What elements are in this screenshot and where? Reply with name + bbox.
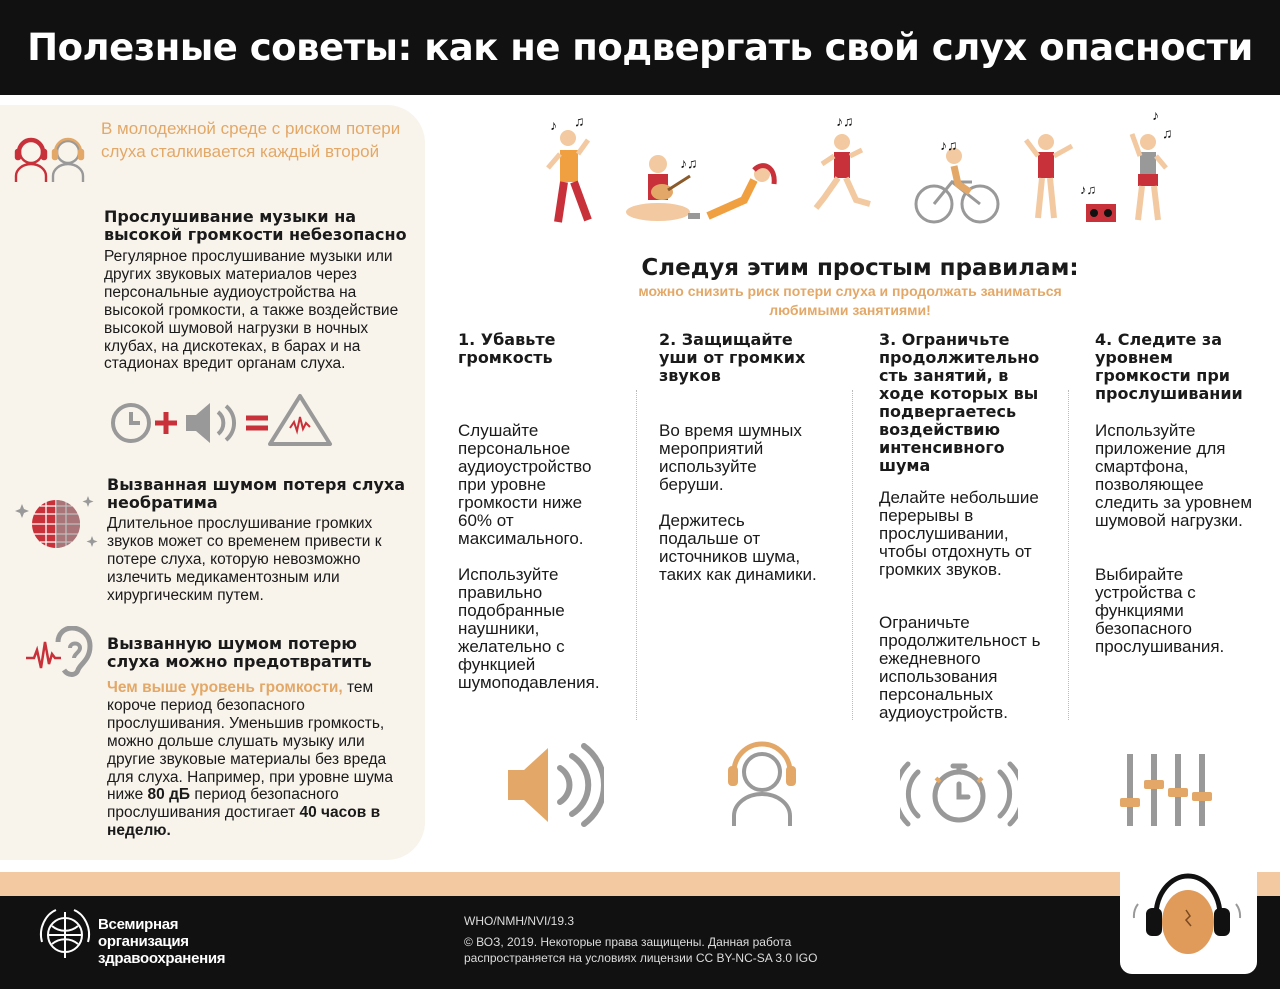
- step2-text-a: Во время шумных мероприятий используйте беруши.: [659, 421, 802, 494]
- document-ref: WHO/NMH/NVI/19.3: [464, 914, 575, 928]
- activities-illustration: [540, 108, 1180, 233]
- who-org-name: Всемирная организация здравоохранения: [98, 916, 226, 967]
- block3-text: Чем выше уровень громкости, тем короче период безопасного прослушивания. Уменьшив громкость, можно дольше слушать музыку или другие звуковые материалы без вреда для слуха. Например, при уровне шума ниже 80 дБ период безопасного прослушивания достигает 40 часов в неделю.: [107, 679, 393, 840]
- clock-icon: [108, 400, 154, 446]
- block2-heading: Вызванная шумом потеря слуха необратима: [107, 475, 405, 512]
- rules-title: Следуя этим простым правилам:: [641, 255, 1079, 281]
- rules-subtitle: можно снизить риск потери слуха и продолжать заниматься любимыми занятиями!: [638, 283, 1062, 318]
- step4-text-b: Выбирайте устройства с функциями безопасного прослушивания.: [1095, 565, 1225, 656]
- step1-heading: 1. Убавьте громкость: [458, 330, 556, 367]
- speaker-volume-icon: [504, 742, 604, 828]
- svg-text:♪♫: ♪♫: [1080, 182, 1097, 197]
- svg-text:♪♫: ♪♫: [680, 155, 698, 171]
- svg-text:♪♫: ♪♫: [940, 137, 958, 153]
- step3-text-b: Ограничьте продолжительност ь ежедневного использования персональных аудиоустройств.: [879, 613, 1041, 722]
- header-bar: [0, 0, 1280, 95]
- step2-text-b: Держитесь подальше от источников шума, таких как динамики.: [659, 511, 817, 584]
- stopwatch-sound-icon: [900, 758, 1018, 828]
- sliders-icon: [1118, 750, 1218, 830]
- page-title: Полезные советы: как не подвергать свой слух опасности: [27, 26, 1253, 69]
- person-headphones-icon: [724, 736, 800, 828]
- disco-ball-icon: [14, 486, 98, 560]
- step3-heading: 3. Ограничьте продолжительно сть занятий, в ходе которых вы подвергаетесь воздействию интенсивного шума: [879, 330, 1040, 475]
- block3-highlight: Чем выше уровень громкости,: [107, 679, 343, 696]
- step1-text-b: Используйте правильно подобранные наушники, желательно с функцией шумоподавления.: [458, 565, 600, 692]
- speaker-icon: [182, 396, 240, 450]
- bottom-strip: [0, 872, 1280, 896]
- ear-soundwave-icon: [24, 626, 96, 684]
- who-emblem-icon: [36, 906, 94, 964]
- warning-ear-icon: [266, 392, 334, 448]
- egg-headphones-icon: [1128, 860, 1248, 960]
- block1-heading: Прослушивание музыки на высокой громкости небезопасно: [104, 207, 407, 244]
- plus-icon: [153, 410, 179, 436]
- step-divider: [852, 390, 853, 720]
- step2-heading: 2. Защищайте уши от громких звуков: [659, 330, 806, 385]
- svg-text:♪♫: ♪♫: [836, 113, 854, 129]
- step4-heading: 4. Следите за уровнем громкости при прослушивании: [1095, 330, 1243, 403]
- step3-text-a: Делайте небольшие перерывы в прослушивании, чтобы отдохнуть от громких звуков.: [879, 488, 1039, 579]
- svg-text:♫: ♫: [574, 113, 585, 129]
- copyright-text: © ВОЗ, 2019. Некоторые права защищены. Данная работа распространяется на условиях лицензии CC BY-NC-SA 3.0 IGO: [464, 935, 818, 965]
- risk-tagline: В молодежной среде с риском потери слуха сталкивается каждый второй: [101, 119, 401, 161]
- block3-heading: Вызванную шумом потерю слуха можно предотвратить: [107, 634, 372, 671]
- step-divider: [636, 390, 637, 720]
- two-heads-headphones-icon: [12, 132, 88, 184]
- step4-text-a: Используйте приложение для смартфона, позволяющее следить за уровнем шумовой нагрузки.: [1095, 421, 1253, 530]
- svg-text:♪: ♪: [1152, 108, 1159, 123]
- svg-text:♪: ♪: [550, 117, 557, 133]
- block1-text: Регулярное прослушивание музыки или других звуковых материалов через персональные аудиоустройства на высокой громкости, а также воздействие высокой шумовой нагрузки в ночных клубах, на дискотеках, в барах и на стадионах вредит органам слуха.: [104, 248, 399, 373]
- step-divider: [1068, 390, 1069, 720]
- block2-text: Длительное прослушивание громких звуков может со временем привести к потере слуха, которую невозможно излечить медикаментозным или хирургическим путем.: [107, 515, 382, 604]
- svg-text:♫: ♫: [1162, 125, 1173, 141]
- step1-text-a: Слушайте персональное аудиоустройство при уровне громкости ниже 60% от максимального.: [458, 421, 592, 548]
